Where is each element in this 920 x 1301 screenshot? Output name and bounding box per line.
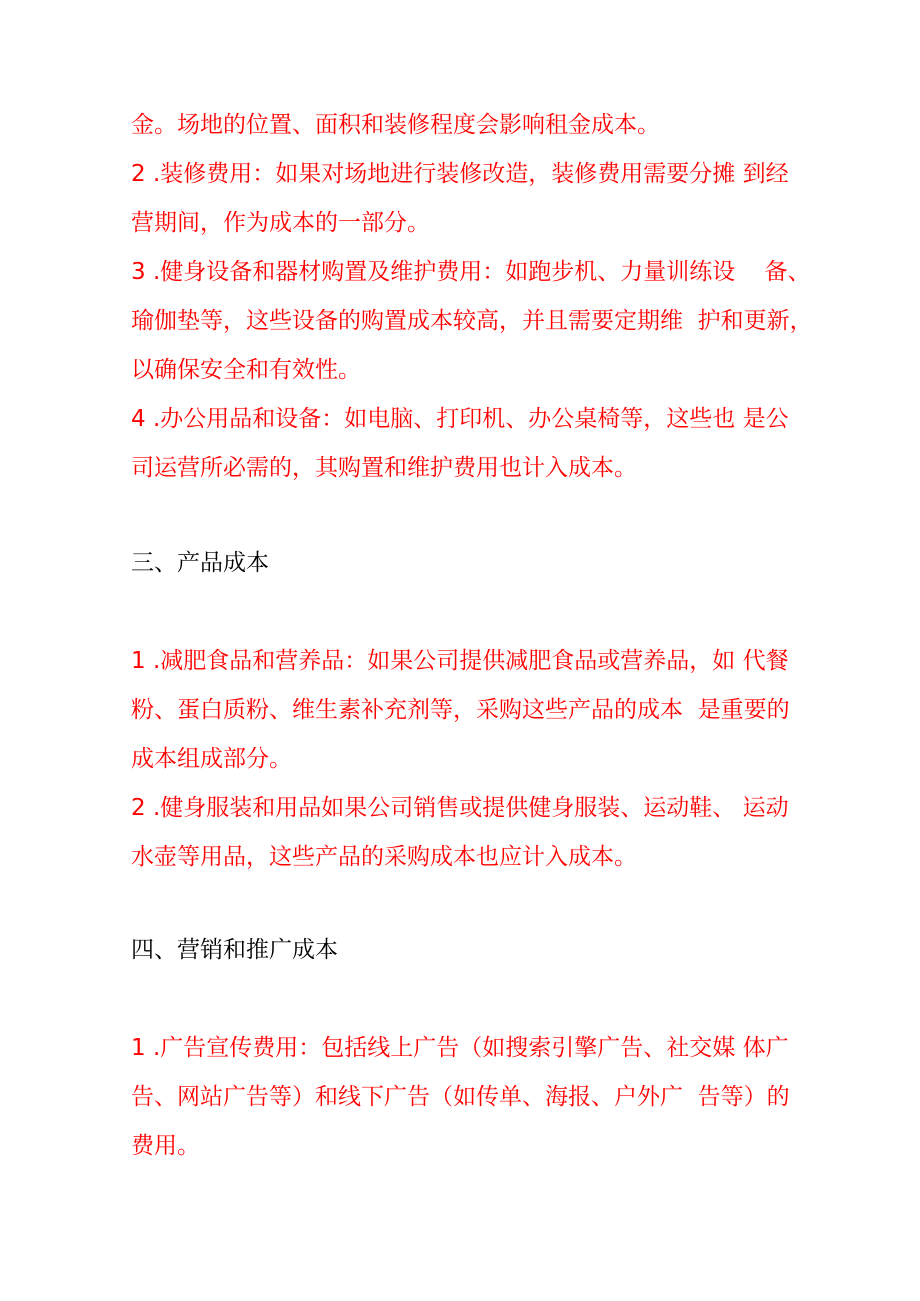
intro-line-1: 金。场地的位置、面积和装修程度会影响租金成本。: [131, 112, 660, 138]
section-4-heading: 四、营销和推广成本: [131, 937, 338, 963]
item-3-line-3: 以确保安全和有效性。: [131, 357, 361, 383]
section-3-item-1-line-2: 粉、蛋白质粉、维生素补充剂等，采购这些产品的成本 是重要的: [131, 697, 790, 723]
item-2-line-2: 营期间，作为成本的一部分。: [131, 210, 430, 236]
section-4-item-1-line-2: 告、网站广告等）和线下广告（如传单、海报、户外广 告等）的: [131, 1084, 790, 1110]
section-3-item-1-line-3: 成本组成部分。: [131, 746, 292, 772]
item-3-line-1: 3 .健身设备和器材购置及维护费用：如跑步机、力量训练设 备、: [131, 259, 811, 285]
item-4-line-2: 司运营所必需的，其购置和维护费用也计入成本。: [131, 455, 637, 481]
item-2-line-1: 2 .装修费用：如果对场地进行装修改造，装修费用需要分摊 到经: [131, 161, 789, 187]
item-3-line-2: 瑜伽垫等，这些设备的购置成本较高，并且需要定期维 护和更新，: [131, 308, 813, 334]
section-3-item-1-line-1: 1 .减肥食品和营养品：如果公司提供减肥食品或营养品，如 代餐: [131, 648, 789, 674]
section-3-heading: 三、产品成本: [131, 550, 269, 576]
section-3-item-2-line-2: 水壶等用品，这些产品的采购成本也应计入成本。: [131, 844, 637, 870]
section-3-item-2-line-1: 2 .健身服装和用品如果公司销售或提供健身服装、运动鞋、 运动: [131, 795, 789, 821]
item-4-line-1: 4 .办公用品和设备：如电脑、打印机、办公桌椅等，这些也 是公: [131, 406, 789, 432]
section-4-item-1-line-3: 费用。: [131, 1133, 200, 1159]
section-4-item-1-line-1: 1 .广告宣传费用：包括线上广告（如搜索引擎广告、社交媒 体广: [131, 1035, 789, 1061]
